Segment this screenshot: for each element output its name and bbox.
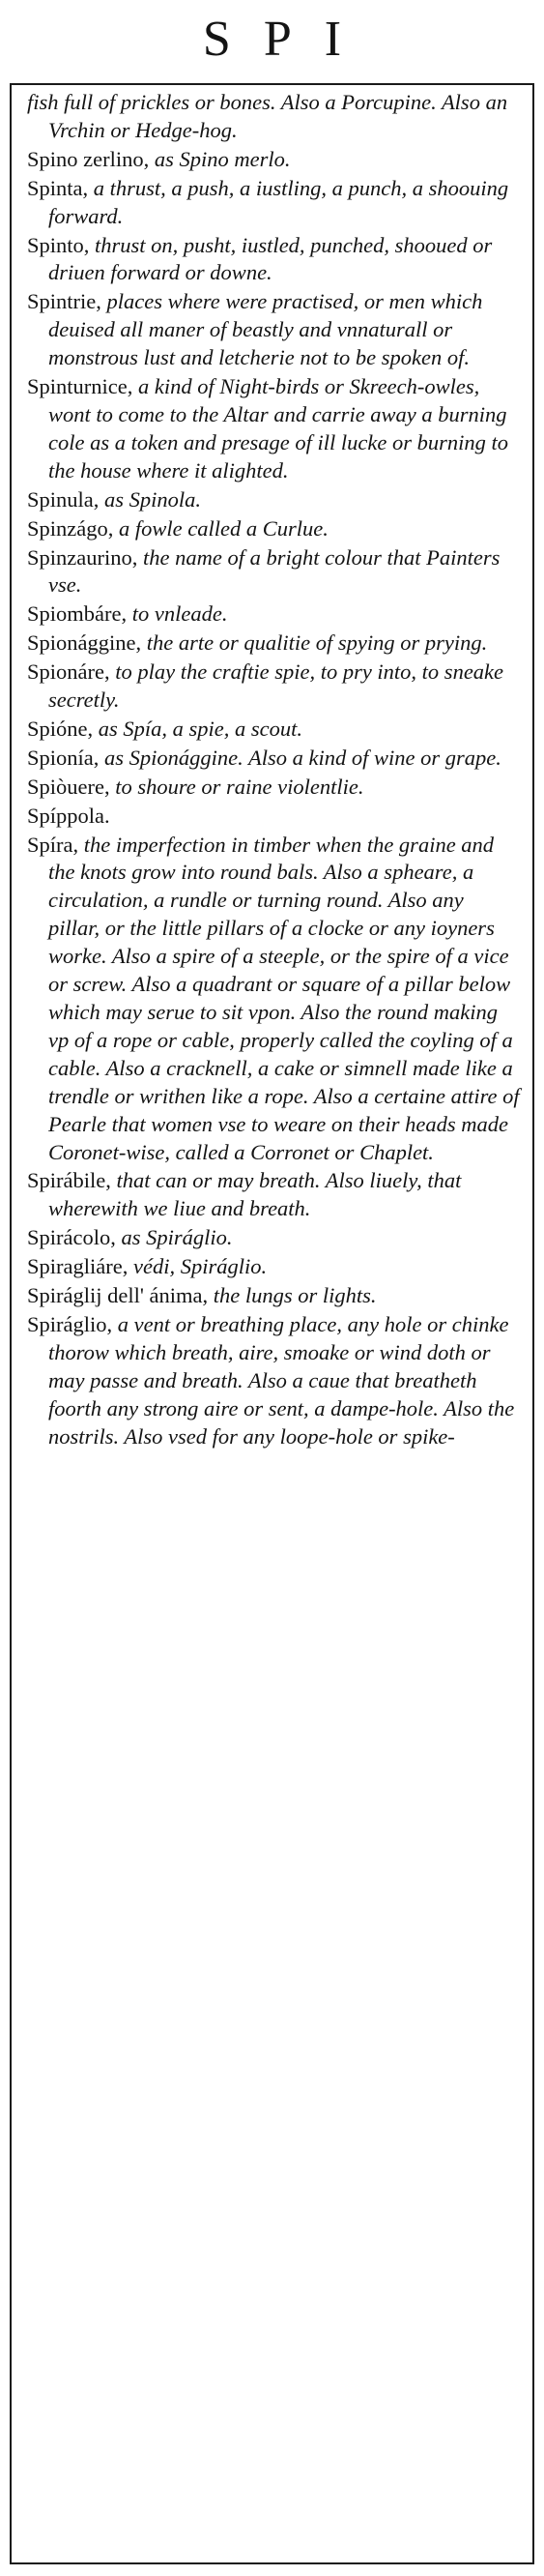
- page-header: [0, 0, 544, 77]
- dictionary-entry: [27, 774, 520, 802]
- dictionary-entry: [27, 745, 520, 773]
- headword: Spino zerlino,: [27, 146, 155, 171]
- headword: Spíppola.: [27, 803, 110, 828]
- headword: Spiragliáre,: [27, 1254, 133, 1279]
- definition: the name of a bright colour that Painters vse.: [48, 544, 501, 598]
- definition: to vnleade.: [131, 601, 228, 627]
- entries-column: [27, 89, 520, 1452]
- dictionary-entry: [27, 515, 520, 543]
- left-border: [10, 83, 12, 2564]
- definition: a fowle called a Curlue.: [119, 515, 329, 541]
- dictionary-entry: [27, 803, 520, 831]
- definition: a vent or breathing place, any hole or chinke thorow which breath, aire, smoake or wind doth or may passe and breath. Also a caue that breatheth foorth any strong aire or sent, a dampe-hole. Also the nostrils. Also vsed for any loope-hole or spike-: [48, 1311, 515, 1449]
- definition: as Spionággine. Also a kind of wine or grape.: [104, 745, 501, 770]
- dictionary-entry: [27, 716, 520, 744]
- definition: as Spino merlo.: [154, 146, 291, 171]
- headword: Spióne,: [27, 716, 99, 741]
- definition: that can or may breath. Also liuely, that wherewith we liue and breath.: [48, 1168, 462, 1221]
- headword: Spinto,: [27, 232, 96, 257]
- dictionary-entry: [27, 659, 520, 715]
- dictionary-entry: [27, 288, 520, 372]
- dictionary-entry: [27, 1282, 520, 1310]
- headword: Spinturnice,: [27, 374, 138, 399]
- headword: Spionággine,: [27, 630, 147, 656]
- definition: the lungs or lights.: [213, 1283, 377, 1308]
- definition: védi, Spiráglio.: [132, 1254, 268, 1279]
- definition: the arte or qualitie of spying or prying.: [146, 630, 488, 656]
- headword: Spirácolo,: [27, 1225, 122, 1250]
- definition: a kind of Night-birds or Skreech-owles, wont to come to the Altar and carrie away a burning cole as a token and presage of ill lucke or burning to the house where it alighted.: [48, 374, 508, 483]
- dictionary-entry: [27, 629, 520, 658]
- definition: as Spinola.: [104, 486, 202, 512]
- definition: a thrust, a push, a iustling, a punch, a shoouing forward.: [48, 175, 509, 228]
- headword: Spiombáre,: [27, 601, 132, 627]
- headword: Spinta,: [27, 175, 94, 200]
- dictionary-entry: [27, 832, 520, 1167]
- dictionary-entry: [27, 544, 520, 600]
- headword: Spinzágo,: [27, 515, 119, 541]
- dictionary-entry: [27, 600, 520, 629]
- dictionary-entry: [27, 373, 520, 485]
- dictionary-entry: [27, 1167, 520, 1223]
- dictionary-entry: [27, 486, 520, 514]
- definition: the imperfection in timber when the graine and the knots grow into round bals. Also a spheare, a circulation, a rundle or turning round. Also any pillar, or the little pillars of a clocke or any ioyners worke. Also a spire of a steeple, or the spire of a vice or screw. Also a quadrant or square of a pillar below which may serue to sit vpon. Also the round making vp of a rope or cable, properly called the coyling of a cable. Also a cracknell, a cake or simnell made like a trendle or writhen like a rope. Also a certaine attire of Pearle that women vse to weare on their heads made Coronet-wise, called a Corronet or Chaplet.: [48, 832, 520, 1164]
- dictionary-entry: [27, 1311, 520, 1451]
- headword: Spintrie,: [27, 289, 107, 314]
- definition: to play the craftie spie, to pry into, to sneake secretly.: [48, 659, 504, 713]
- dictionary-entry: [27, 175, 520, 231]
- headword: Spíra,: [27, 832, 84, 857]
- dictionary-entry: [27, 89, 520, 145]
- headword: Spiráglio,: [27, 1311, 118, 1336]
- definition: as Spiráglio.: [121, 1225, 233, 1250]
- dictionary-entry: [27, 1253, 520, 1281]
- definition: places where were practised, or men which deuised all maner of beastly and vnnaturall or monstrous lust and letcherie not to be spoken of.: [48, 289, 483, 370]
- definition: to shoure or raine violentlie.: [115, 774, 364, 799]
- headword: Spionía,: [27, 745, 105, 770]
- headword: Spiòuere,: [27, 774, 116, 799]
- running-head: SPI: [202, 11, 375, 67]
- definition: fish full of prickles or bones. Also a Porcupine. Also an Vrchin or Hedge-hog.: [27, 90, 508, 142]
- headword: Spionáre,: [27, 659, 116, 685]
- headword: Spinula,: [27, 486, 105, 512]
- dictionary-entry: [27, 232, 520, 288]
- top-rule: [10, 83, 534, 85]
- definition: as Spía, a spie, a scout.: [98, 716, 303, 741]
- headword: Spiráglij dell' ánima,: [27, 1283, 214, 1308]
- headword: Spirábile,: [27, 1168, 117, 1193]
- definition: thrust on, pusht, iustled, punched, shooued or driuen forward or downe.: [48, 232, 493, 285]
- headword: Spinzaurino,: [27, 544, 143, 570]
- dictionary-entry: [27, 146, 520, 174]
- right-border: [532, 83, 534, 2564]
- dictionary-entry: [27, 1224, 520, 1252]
- bottom-rule: [10, 2562, 534, 2564]
